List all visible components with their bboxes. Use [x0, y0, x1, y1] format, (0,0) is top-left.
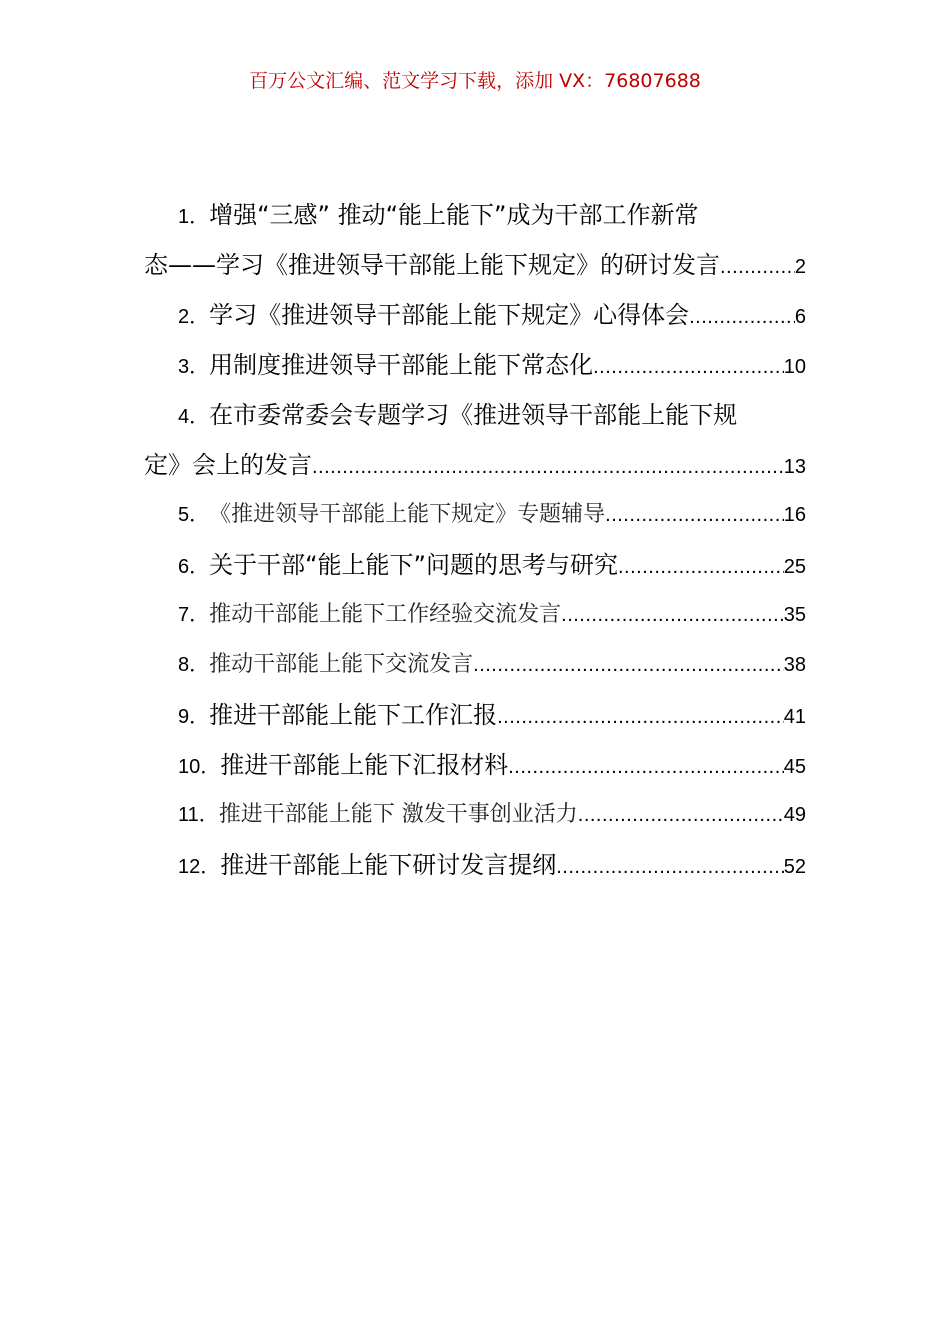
- toc-number: 7．: [178, 604, 210, 626]
- toc-page-number: 6: [794, 306, 806, 328]
- toc-page-number: 38: [783, 654, 806, 676]
- toc-page-number: 49: [783, 804, 806, 826]
- toc-page-number: 35: [783, 604, 806, 626]
- toc-page-number: 10: [783, 356, 806, 378]
- toc-title: 关于干部“能上能下”问题的思考与研究: [209, 551, 618, 579]
- toc-number: 3．: [178, 356, 210, 378]
- toc-entry-5[interactable]: [144, 490, 806, 540]
- toc-title: 推进干部能上能下研讨发言提纲: [220, 851, 557, 879]
- toc-page-number: 25: [783, 556, 806, 578]
- toc-title: 推动干部能上能下交流发言: [209, 652, 474, 677]
- toc-number: 4．: [178, 406, 210, 428]
- toc-entry-6[interactable]: [144, 540, 806, 590]
- toc-number: 10．: [178, 756, 221, 778]
- toc-leader-dots: [578, 790, 784, 840]
- toc-number: 5．: [178, 504, 210, 526]
- toc-entry-3[interactable]: [144, 340, 806, 390]
- toc-title: 《推进领导干部能上能下规定》专题辅导: [209, 502, 606, 527]
- toc-title: 推动干部能上能下工作经验交流发言: [209, 602, 562, 627]
- toc-leader-dots: [473, 640, 784, 690]
- toc-number: 11．: [178, 804, 219, 826]
- toc-number: 8．: [178, 654, 210, 676]
- toc-leader-dots: [497, 692, 784, 740]
- toc-entry-11[interactable]: [144, 790, 806, 840]
- toc-number: 6．: [178, 556, 210, 578]
- toc-title: 增强“三感” 推动“能上能下”成为干部工作新常: [209, 201, 699, 229]
- toc-page-number: 52: [783, 856, 806, 878]
- toc-page-number: 16: [783, 504, 806, 526]
- toc-leader-dots: [556, 842, 784, 890]
- toc-page-number: 41: [783, 706, 806, 728]
- toc-number: 9．: [178, 706, 210, 728]
- toc-number: 2．: [178, 306, 210, 328]
- toc-entry-10[interactable]: [144, 740, 806, 790]
- toc-title-continued: 态——学习《推进领导干部能上能下规定》的研讨发言: [144, 251, 720, 279]
- toc-entry-1[interactable]: [144, 190, 806, 290]
- toc-leader-dots: [689, 292, 795, 340]
- toc-number: 1．: [178, 206, 210, 228]
- toc-leader-dots: [618, 542, 784, 590]
- header-watermark: 百万公文汇编、范文学习下载，添加 VX：76807688: [249, 70, 701, 92]
- toc-leader-dots: [605, 490, 784, 540]
- toc-page-number: 45: [783, 756, 806, 778]
- toc-entry-7[interactable]: [144, 590, 806, 640]
- toc-title-continued: 定》会上的发言: [144, 451, 312, 479]
- toc-entry-9[interactable]: [144, 690, 806, 740]
- toc-page-number: 13: [783, 456, 806, 478]
- table-of-contents: [144, 190, 806, 890]
- toc-leader-dots: [720, 242, 795, 290]
- toc-entry-4[interactable]: [144, 390, 806, 490]
- toc-title: 用制度推进领导干部能上能下常态化: [209, 351, 594, 379]
- toc-title: 推进干部能上能下 激发干事创业活力: [218, 802, 578, 827]
- toc-leader-dots: [593, 342, 784, 390]
- toc-entry-2[interactable]: [144, 290, 806, 340]
- toc-title: 推进干部能上能下工作汇报: [209, 701, 498, 729]
- toc-title: 在市委常委会专题学习《推进领导干部能上能下规: [209, 401, 738, 429]
- toc-page-number: 2: [794, 256, 806, 278]
- toc-entry-8[interactable]: [144, 640, 806, 690]
- toc-leader-dots: [561, 590, 784, 640]
- toc-leader-dots: [312, 442, 784, 490]
- toc-title: 学习《推进领导干部能上能下规定》心得体会: [209, 301, 690, 329]
- toc-title: 推进干部能上能下汇报材料: [220, 751, 509, 779]
- toc-leader-dots: [508, 742, 784, 790]
- toc-entry-12[interactable]: [144, 840, 806, 890]
- toc-number: 12．: [178, 856, 221, 878]
